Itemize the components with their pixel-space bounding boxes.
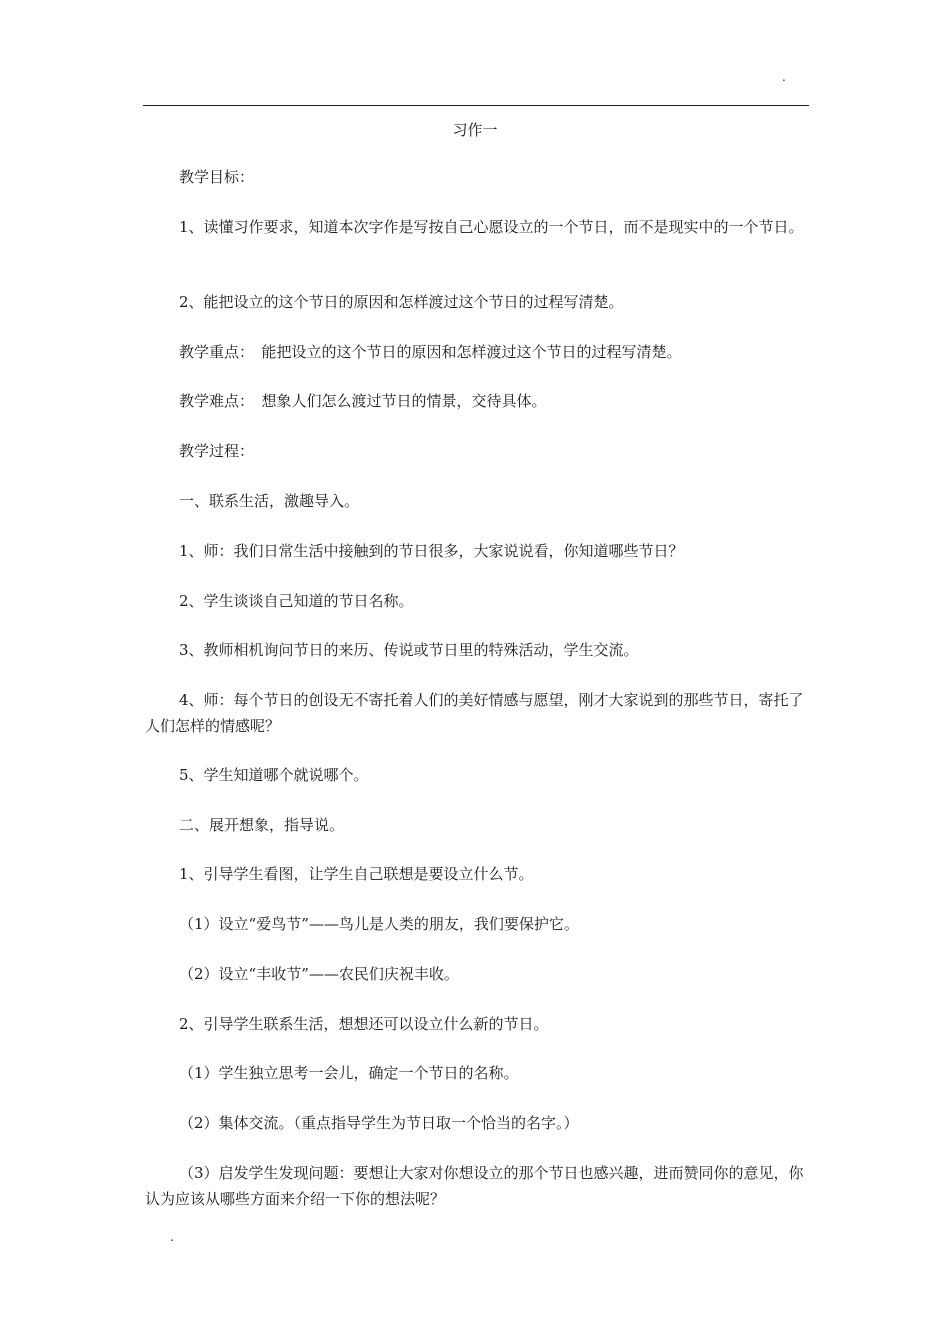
paragraph: （2）设立“丰收节”——农民们庆祝丰收。 (179, 965, 459, 983)
paragraph: 2、能把设立的这个节日的原因和怎样渡过这个节日的过程写清楚。 (179, 293, 624, 311)
paragraph: 1、读懂习作要求，知道本次字作是写按自己心愿设立的一个节日，而不是现实中的一个节日。 (179, 218, 804, 236)
header-rule (143, 105, 809, 106)
paragraph: 教学目标： (179, 168, 255, 186)
footer-mark: . (170, 1230, 174, 1244)
paragraph: （1）设立“爱鸟节”——鸟儿是人类的朋友，我们要保护它。 (179, 915, 579, 933)
paragraph: 4、师：每个节日的创设无不寄托着人们的美好情感与愿望，刚才大家说到的那些节日，寄托了人们怎样的情感呢？ (145, 691, 804, 735)
paragraph: 2、学生谈谈自己知道的节日名称。 (179, 592, 414, 610)
paragraph: 1、师：我们日常生活中接触到的节日很多，大家说说看，你知道哪些节日？ (179, 542, 684, 560)
paragraph: 教学重点： 能把设立的这个节日的原因和怎样渡过这个节日的过程写清楚。 (179, 343, 682, 361)
paragraph: 教学过程： (179, 442, 255, 460)
paragraph: 3、教师相机询问节日的来历、传说或节日里的特殊活动，学生交流。 (179, 641, 639, 659)
paragraph: 5、学生知道哪个就说哪个。 (179, 766, 369, 784)
paragraph: 2、引导学生联系生活，想想还可以设立什么新的节日。 (179, 1015, 549, 1033)
paragraph: 二、展开想象，指导说。 (179, 816, 345, 834)
paragraph: （1）学生独立思考一会儿，确定一个节日的名称。 (179, 1064, 519, 1082)
paragraph: 1、引导学生看图，让学生自己联想是要设立什么节。 (179, 865, 534, 883)
page-title: 习作一 (452, 121, 498, 139)
paragraph: 教学难点： 想象人们怎么渡过节日的情景，交待具体。 (179, 392, 547, 410)
header-mark: . (782, 70, 786, 84)
paragraph: （2）集体交流。（重点指导学生为节日取一个恰当的名字。） (179, 1114, 579, 1132)
paragraph: 一、联系生活，激趣导入。 (179, 492, 360, 510)
paragraph: （3）启发学生发现问题：要想让大家对你想设立的那个节日也感兴趣，进而赞同你的意见，你认为应该从哪些方面来介绍一下你的想法呢？ (145, 1164, 804, 1208)
